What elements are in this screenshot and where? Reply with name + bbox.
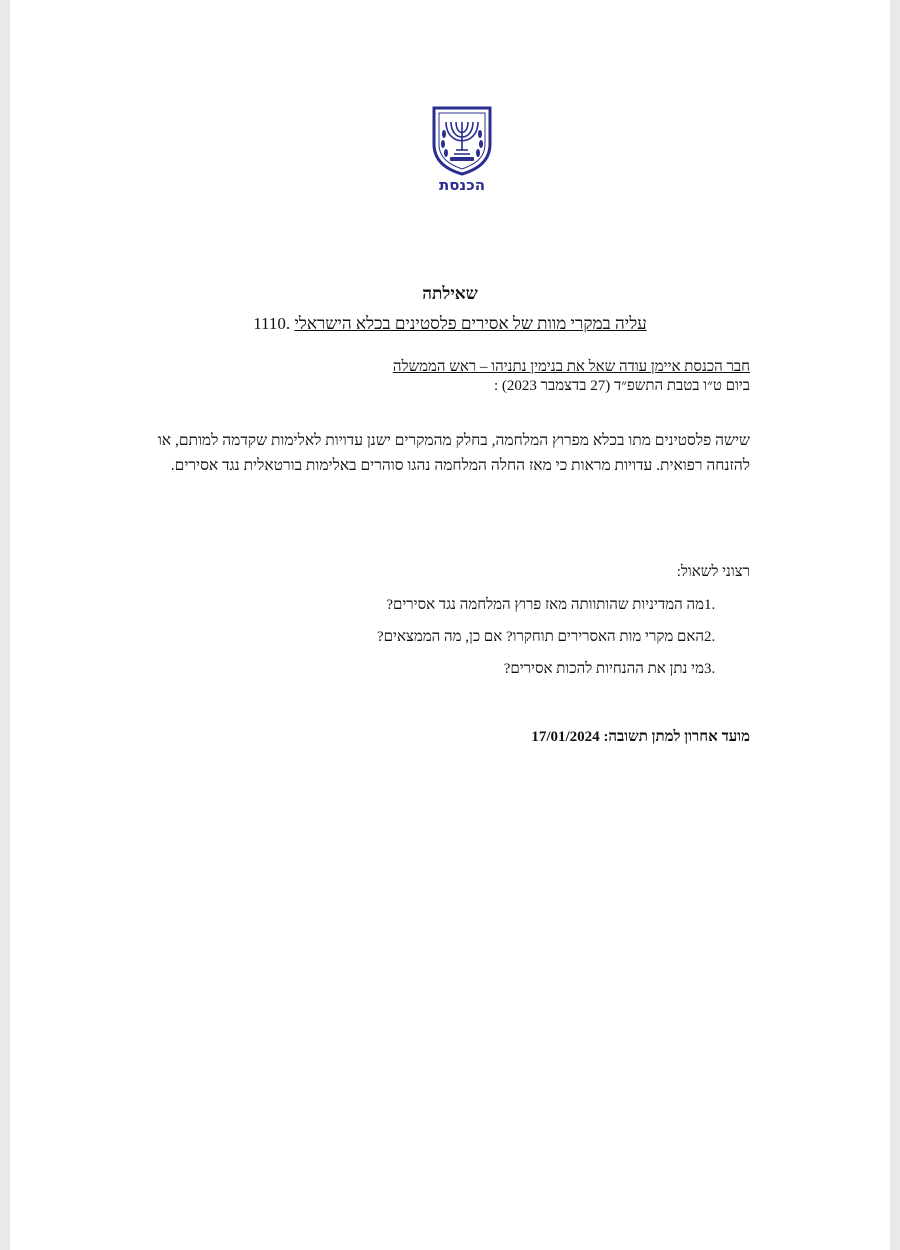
date-line: ביום ט״ו בטבת התשפ״ד (27 בדצמבר 2023) :	[493, 378, 750, 394]
question-text: האם מקרי מות האסרירים תוחקרו? אם כן, מה הממצאים?	[377, 629, 704, 645]
question-text: מה המדיניות שהותוותה מאז פרוץ המלחמה נגד אסירים?	[386, 597, 704, 613]
list-item	[377, 658, 750, 690]
answer-deadline: מועד אחרון למתן תשובה: 17/01/2024	[531, 729, 750, 745]
questions-intro: רצוני לשאול:	[676, 564, 750, 580]
questions-list	[377, 594, 750, 690]
question-number: 1110.	[253, 314, 291, 333]
question-body: שישה פלסטינים מתו בכלא מפרוץ המלחמה, בחלק מהמקרים ישנן עדויות לאלימות שקדמה למותם, או להזנחה רפואית. עדויות מראות כי מאז החלה המלחמה נהגו סוהרים באלימות בורטאלית נגד אסירים.	[157, 432, 750, 474]
knesset-emblem-icon	[430, 104, 494, 176]
question-index: 2.	[704, 629, 716, 645]
list-item	[377, 626, 750, 658]
document-title	[10, 314, 890, 334]
list-item	[377, 594, 750, 626]
question-text: מי נתן את ההנחיות להכות אסירים?	[503, 661, 704, 677]
question-index: 1.	[704, 597, 716, 613]
institution-name: הכנסת	[438, 176, 486, 194]
question-subject: עליה במקרי מוות של אסירים פלסטינים בכלא הישראלי	[294, 314, 647, 333]
document-type: שאילתה	[422, 284, 478, 303]
asker-line: חבר הכנסת איימן עודה שאל את בנימין נתניהו – ראש הממשלה	[392, 359, 750, 375]
document-page	[10, 0, 890, 1250]
question-index: 3.	[704, 661, 716, 677]
